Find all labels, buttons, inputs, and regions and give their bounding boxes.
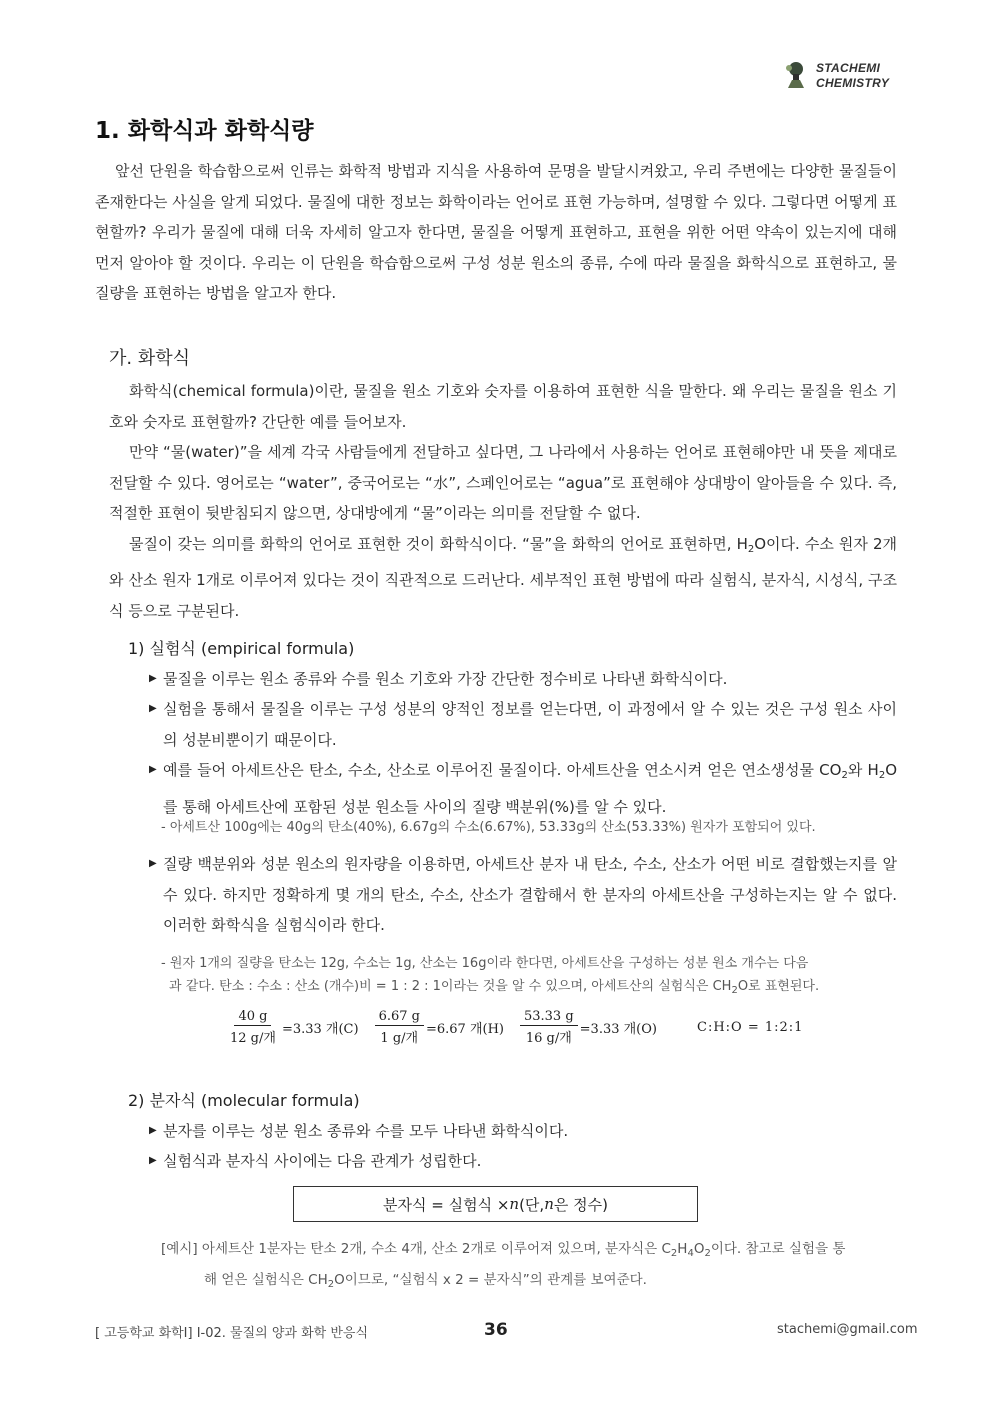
calculation-row (226, 1009, 803, 1046)
footer-email: stachemi@gmail.com (777, 1322, 918, 1337)
result-oxygen: =3.33 개(O) (579, 1022, 657, 1037)
bullet-triangle-icon: ▶ (149, 858, 157, 869)
logo-flask-icon (782, 60, 810, 92)
empirical-bullet-2: ▶ 실험을 통해서 물질을 이루는 구성 성분의 양적인 정보를 얻는다면, 이 과정에서 알 수 있는 것은 구성 원소 사이의 성분비뿐이기 때문이다. (163, 694, 897, 755)
page-title: 1. 화학식과 화학식량 (95, 118, 314, 144)
molecular-bullet-1: ▶ 분자를 이루는 성분 원소 종류와 수를 모두 나타낸 화학식이다. (163, 1116, 897, 1147)
molecular-bullet-2: ▶ 실험식과 분자식 사이에는 다음 관계가 성립한다. (163, 1146, 897, 1177)
logo-line-2: CHEMISTRY (816, 76, 890, 90)
bullet-triangle-icon: ▶ (149, 1155, 157, 1166)
formula-paragraph-2: 만약 “물(water)”을 세계 각국 사람들에게 전달하고 싶다면, 그 나라에서 사용하는 언어로 표현해야만 내 뜻을 제대로 전달할 수 있다. 영어로는 “water”, 중국어로는 “水”, 스페인어로는 “agua”로 표현해야 상대방이 알아들을 수 있다. 즉, 적절한 표현이 뒷받침되지 않으면, 상대방에게 “물”이라는 의미를 전달할 수 없다. (109, 443, 898, 522)
intro-text: 앞선 단원을 학습함으로써 인류는 화학적 방법과 지식을 사용하여 문명을 발달시켜왔고, 우리 주변에는 다양한 물질들이 존재한다는 사실을 알게 되었다. 물질에 대한 정보는 화학이라는 언어로 표현 가능하며, 설명할 수 있다. 그렇다면 어떻게 표현할까? 우리가 물질에 대해 더욱 자세히 알고자 한다면, 물질을 어떻게 표현하고, 표현을 위한 어떤 약속이 있는지에 대해 먼저 알아야 할 것이다. 우리는 이 단원을 학습함으로써 구성 성분 원소의 종류, 수에 따라 물질을 화학식으로 표현하고, 물질량을 표현하는 방법을 알고자 한다. (95, 162, 897, 302)
fraction-hydrogen: $\frac{6.67 g}{\text{1 g/개}}$ (375, 1009, 424, 1046)
formula-paragraph-3: 물질이 갖는 의미를 화학의 언어로 표현한 것이 화학식이다. “물”을 화학의 언어로 표현하면, $H_2O$이다. 수소 원자 2개와 산소 원자 1개로 이루어져 있다는 것이 직관적으로 드러난다. 세부적인 표현 방법에 따라 실험식, 분자식, 시성식, 구조식 등으로 구분된다. (109, 534, 897, 620)
empirical-heading: 1) 실험식 (empirical formula) (128, 639, 355, 658)
result-hydrogen: =6.67 개(H) (425, 1022, 504, 1037)
bullet-triangle-icon: ▶ (149, 703, 157, 714)
logo (782, 60, 889, 92)
empirical-bullet-4: ▶ 질량 백분위와 성분 원소의 원자량을 이용하면, 아세트산 분자 내 탄소, 수소, 산소가 어떤 비로 결합했는지를 알 수 있다. 하지만 정확하게 몇 개의 탄소, 수소, 산소가 결합해서 한 분자의 아세트산을 구성하는지는 알 수 없다. 이러한 화학식을 실험식이라 한다. (163, 849, 897, 941)
molecular-heading: 2) 분자식 (molecular formula) (128, 1091, 360, 1110)
bullet-triangle-icon: ▶ (149, 673, 157, 684)
bullet-triangle-icon: ▶ (149, 764, 157, 775)
page-number: 36 (484, 1320, 508, 1340)
empirical-bullet-1: ▶ 물질을 이루는 원소 종류와 수를 원소 기호와 가장 간단한 정수비로 나타낸 화학식이다. (163, 664, 897, 695)
relation-box: 분자식 = 실험식 × n (단, n 은 정수) (293, 1186, 698, 1222)
logo-line-1: STACHEMI (816, 61, 881, 75)
result-carbon: =3.33 개(C) (281, 1022, 359, 1037)
example-note: [예시] 아세트산 1분자는 탄소 2개, 수소 4개, 산소 2개로 이루어져 있으며, 분자식은 $C_2H_4O_2$이다. 참고로 실험을 통 해 얻은 실험식은 $CH_2O$이므로, “실험식 x 2 = 분자식”의 관계를 보여준다. (161, 1241, 846, 1290)
formula-paragraphs (109, 376, 897, 626)
formula-paragraph-1: 화학식(chemical formula)이란, 물질을 원소 기호와 숫자를 이용하여 표현한 식을 말한다. 왜 우리는 물질을 원소 기호와 숫자로 표현할까? 간단한 예를 들어보자. (109, 382, 897, 431)
fraction-oxygen: $\frac{53.33 g}{\text{16 g/개}}$ (520, 1009, 578, 1046)
intro-paragraph (95, 156, 897, 309)
empirical-note-1: - 아세트산 100g에는 40g의 탄소(40%), 6.67g의 수소(6.67%), 53.33g의 산소(53.33%) 원자가 포함되어 있다. (161, 820, 816, 835)
section-heading-formula: 가. 화학식 (109, 348, 190, 369)
bullet-triangle-icon: ▶ (149, 1125, 157, 1136)
footer-course: [ 고등학교 화학Ⅰ] Ⅰ-02. 물질의 양과 화학 반응식 (95, 1326, 369, 1341)
ratio-text: C:H:O = 1:2:1 (697, 1020, 804, 1035)
fraction-carbon: $\frac{40 g}{\text{12 g/개}}$ (230, 1009, 276, 1046)
empirical-bullet-3: ▶ 예를 들어 아세트산은 탄소, 수소, 산소로 이루어진 물질이다. 아세트산을 연소시켜 얻은 연소생성물 $CO_2$와 $H_2O$를 통해 아세트산에 포함된 성분 원소들 사이의 질량 백분위(%)를 알 수 있다. (163, 755, 897, 822)
empirical-note-2: - 원자 1개의 질량을 탄소는 12g, 수소는 1g, 산소는 16g이라 한다면, 아세트산을 구성하는 성분 원소 개수는 다음 과 같다. 탄소 : 수소 : 산소 (개수)비 = 1 : 2 : 1이라는 것을 알 수 있으며, 아세트산의 실험식은 $CH_2O$로 표현된다. (161, 956, 820, 996)
